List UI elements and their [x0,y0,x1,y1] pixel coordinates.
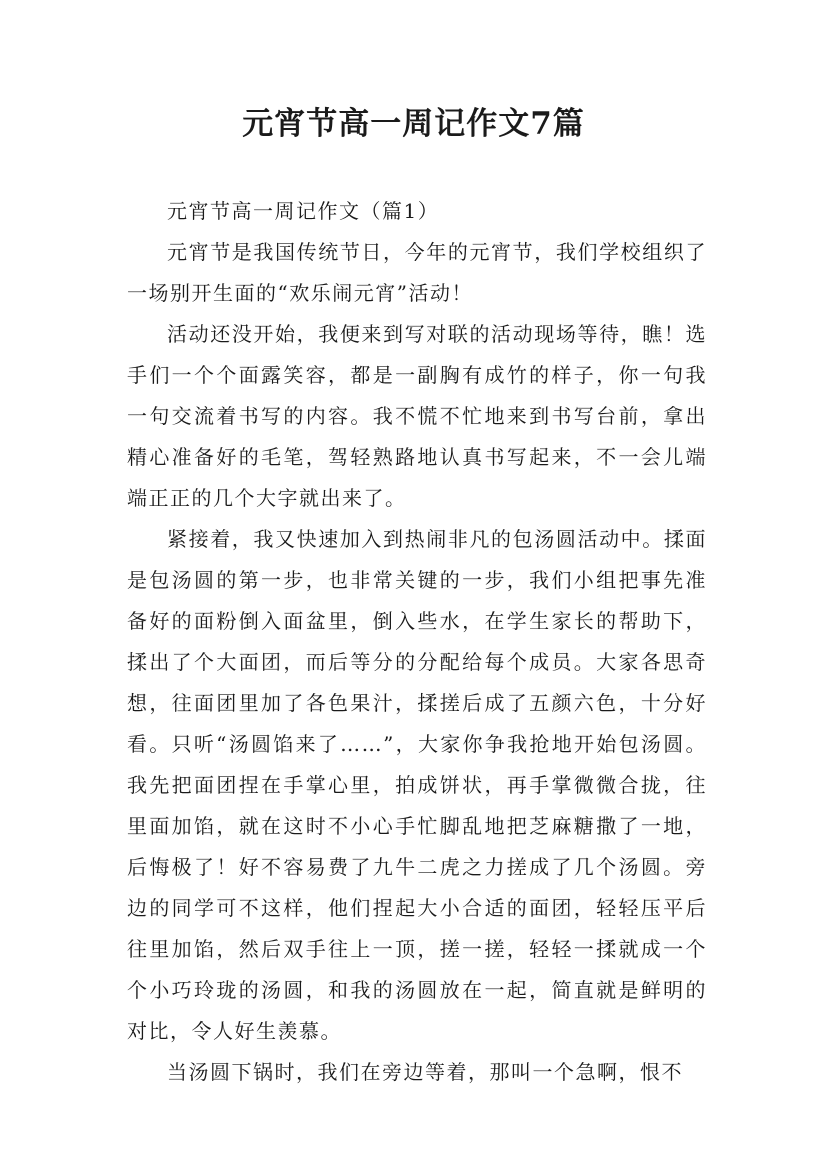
paragraph-4: 当汤圆下锅时，我们在旁边等着，那叫一个急啊，恨不 [167,1060,683,1084]
paragraph-3: 紧接着，我又快速加入到热闹非凡的包汤圆活动中。揉面是包汤圆的第一步，也非常关键的一步，我们小组把事先准备好的面粉倒入面盆里，倒入些水，在学生家长的帮助下，揉出了个大面团，而后等分的分配给每个成员。大家各思奇想，往面团里加了各色果汁，揉搓后成了五颜六色，十分好看。只听“汤圆馅来了……”，大家你争我抢地开始包汤圆。我先把面团捏在手掌心里，拍成饼状，再手掌微微合拢，往里面加馅，就在这时不小心手忙脚乱地把芝麻糖撒了一地，后悔极了！好不容易费了九牛二虎之力搓成了几个汤圆。旁边的同学可不这样，他们捏起大小合适的面团，轻轻压平后往里加馅，然后双手往上一顶，搓一搓，轻轻一揉就成一个个小巧玲珑的汤圆，和我的汤圆放在一起，简直就是鲜明的对比，令人好生羡慕。 [127,527,707,1043]
document-body [127,191,707,1093]
paragraph-1: 元宵节是我国传统节日，今年的元宵节，我们学校组织了一场别开生面的“欢乐闹元宵”活动！ [127,240,707,305]
section-subtitle: 元宵节高一周记作文（篇1） [167,199,440,223]
document-title: 元宵节高一周记作文7篇 [242,106,585,142]
paragraph-2: 活动还没开始，我便来到写对联的活动现场等待，瞧！选手们一个个面露笑容，都是一副胸有成竹的样子，你一句我一句交流着书写的内容。我不慌不忙地来到书写台前，拿出精心准备好的毛笔，驾轻熟路地认真书写起来，不一会儿端端正正的几个大字就出来了。 [127,322,707,510]
